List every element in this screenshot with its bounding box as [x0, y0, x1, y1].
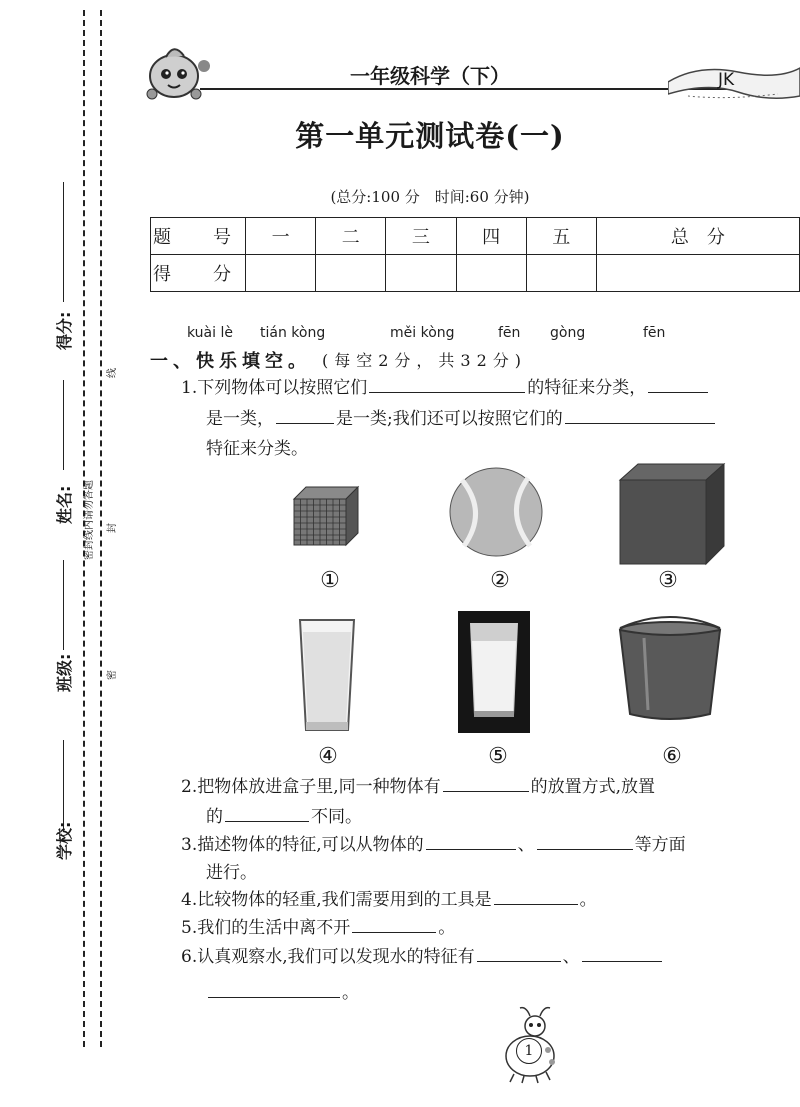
table-cell: 二 — [316, 218, 386, 255]
table-cell: 五 — [526, 218, 596, 255]
question-3-line-2 — [206, 858, 257, 888]
q2-text-a: 2.把物体放进盒子里,同一种物体有 — [181, 777, 441, 797]
q1-text-b: 的特征来分类， — [527, 378, 647, 398]
seal-feng: 封 — [107, 523, 118, 533]
score-input-cell[interactable] — [526, 255, 596, 292]
question-4 — [181, 885, 597, 915]
score-label: 得分: — [55, 311, 74, 350]
section-heading: 一、快乐填空。 — [150, 351, 311, 372]
seal-mi: 密 — [107, 670, 118, 680]
pinyin-meikong: měi kòng — [390, 325, 455, 341]
answer-blank[interactable] — [477, 960, 561, 962]
pinyin-fen2: fēn — [643, 325, 666, 341]
score-input-cell[interactable] — [456, 255, 526, 292]
glass-of-water-icon — [458, 611, 530, 733]
q4-end: 。 — [579, 890, 597, 910]
seal-note: 密封线内请勿答题 — [84, 480, 95, 560]
answer-blank[interactable] — [352, 931, 436, 933]
table-cell: 得 分 — [151, 255, 246, 292]
q2-text-b: 的放置方式,放置 — [530, 777, 656, 797]
score-input-cell[interactable] — [246, 255, 316, 292]
answer-blank[interactable] — [369, 391, 525, 393]
exam-meta: (总分:100 分 时间:60 分钟) — [330, 188, 530, 206]
q4-text: 4.比较物体的轻重,我们需要用到的工具是 — [181, 890, 492, 910]
question-1-line-2 — [206, 404, 717, 434]
q6-end: 。 — [342, 983, 359, 1003]
answer-blank[interactable] — [426, 848, 516, 850]
school-line — [63, 740, 64, 830]
q6-text: 6.认真观察水,我们可以发现水的特征有 — [181, 947, 475, 967]
q3-text-a: 3.描述物体的特征,可以从物体的 — [181, 835, 424, 855]
tennis-ball-icon — [448, 466, 544, 558]
bucket-icon — [614, 614, 726, 722]
question-5 — [181, 913, 455, 943]
school-label: 学校: — [55, 821, 74, 860]
section-note: (每空2分，共32分) — [322, 351, 528, 370]
pinyin-kuaile: kuài lè — [187, 325, 233, 341]
pinyin-tiankong: tián kòng — [260, 325, 326, 341]
score-table-header-row — [151, 218, 800, 255]
answer-blank[interactable] — [648, 391, 708, 393]
figure-label-4: ④ — [318, 744, 338, 769]
question-6-line-2 — [206, 978, 359, 1008]
question-2-line-1 — [181, 772, 655, 802]
q3-text-c: 等方面 — [634, 835, 686, 855]
q2-text-d: 不同。 — [311, 807, 362, 827]
score-input-cell[interactable] — [596, 255, 799, 292]
q2-text-c: 的 — [206, 807, 223, 827]
answer-blank[interactable] — [565, 422, 715, 424]
answer-blank[interactable] — [208, 996, 340, 998]
figure-label-6: ⑥ — [662, 744, 682, 769]
table-cell: 三 — [386, 218, 456, 255]
solid-cube-icon — [618, 462, 726, 566]
score-input-cell[interactable] — [386, 255, 456, 292]
cube-grid-icon — [292, 485, 360, 547]
question-6-line-1 — [181, 942, 664, 972]
table-cell: 一 — [246, 218, 316, 255]
page-title: 第一单元测试卷(一) — [295, 119, 565, 153]
class-line — [63, 560, 64, 650]
binding-dash-line-2 — [100, 10, 102, 1047]
question-3-line-1 — [181, 830, 686, 860]
table-cell: 四 — [456, 218, 526, 255]
score-table-score-row — [151, 255, 800, 292]
question-1-line-1 — [181, 373, 710, 403]
figure-label-3: ③ — [658, 568, 678, 593]
figure-label-2: ② — [490, 568, 510, 593]
grade-title: 一年级科学（下） — [350, 64, 510, 88]
page-number: 1 — [516, 1038, 542, 1064]
q1-text-d: 是一类;我们还可以按照它们的 — [336, 409, 563, 429]
answer-blank[interactable] — [582, 960, 662, 962]
score-input-cell[interactable] — [316, 255, 386, 292]
figure-label-5: ⑤ — [488, 744, 508, 769]
q3-text-b: 、 — [517, 835, 535, 855]
question-1-line-3 — [206, 434, 308, 464]
question-2-line-2 — [206, 802, 362, 832]
answer-blank[interactable] — [276, 422, 334, 424]
q3-text-d: 进行。 — [206, 863, 257, 883]
edition-label: JK — [718, 70, 735, 90]
pinyin-gong: gòng — [550, 325, 586, 341]
q5-end: 。 — [438, 918, 456, 938]
q6-mid: 、 — [562, 947, 580, 967]
pinyin-fen1: fēn — [498, 325, 521, 341]
class-label: 班级: — [55, 653, 74, 692]
seal-xian: 线 — [107, 368, 118, 378]
q1-text-a: 1.下列物体可以按照它们 — [181, 378, 368, 398]
answer-blank[interactable] — [225, 820, 309, 822]
name-line — [63, 380, 64, 470]
table-cell: 总 分 — [596, 218, 799, 255]
score-table — [150, 217, 800, 292]
figure-label-1: ① — [320, 568, 340, 593]
q1-text-c: 是一类， — [206, 409, 274, 429]
answer-blank[interactable] — [443, 790, 529, 792]
answer-blank[interactable] — [494, 903, 578, 905]
q1-text-e: 特征来分类。 — [206, 439, 308, 459]
glass-of-milk-icon — [298, 618, 356, 734]
q5-text: 5.我们的生活中离不开 — [181, 918, 351, 938]
answer-blank[interactable] — [537, 848, 633, 850]
name-label: 姓名: — [55, 485, 74, 524]
table-cell: 题 号 — [151, 218, 246, 255]
